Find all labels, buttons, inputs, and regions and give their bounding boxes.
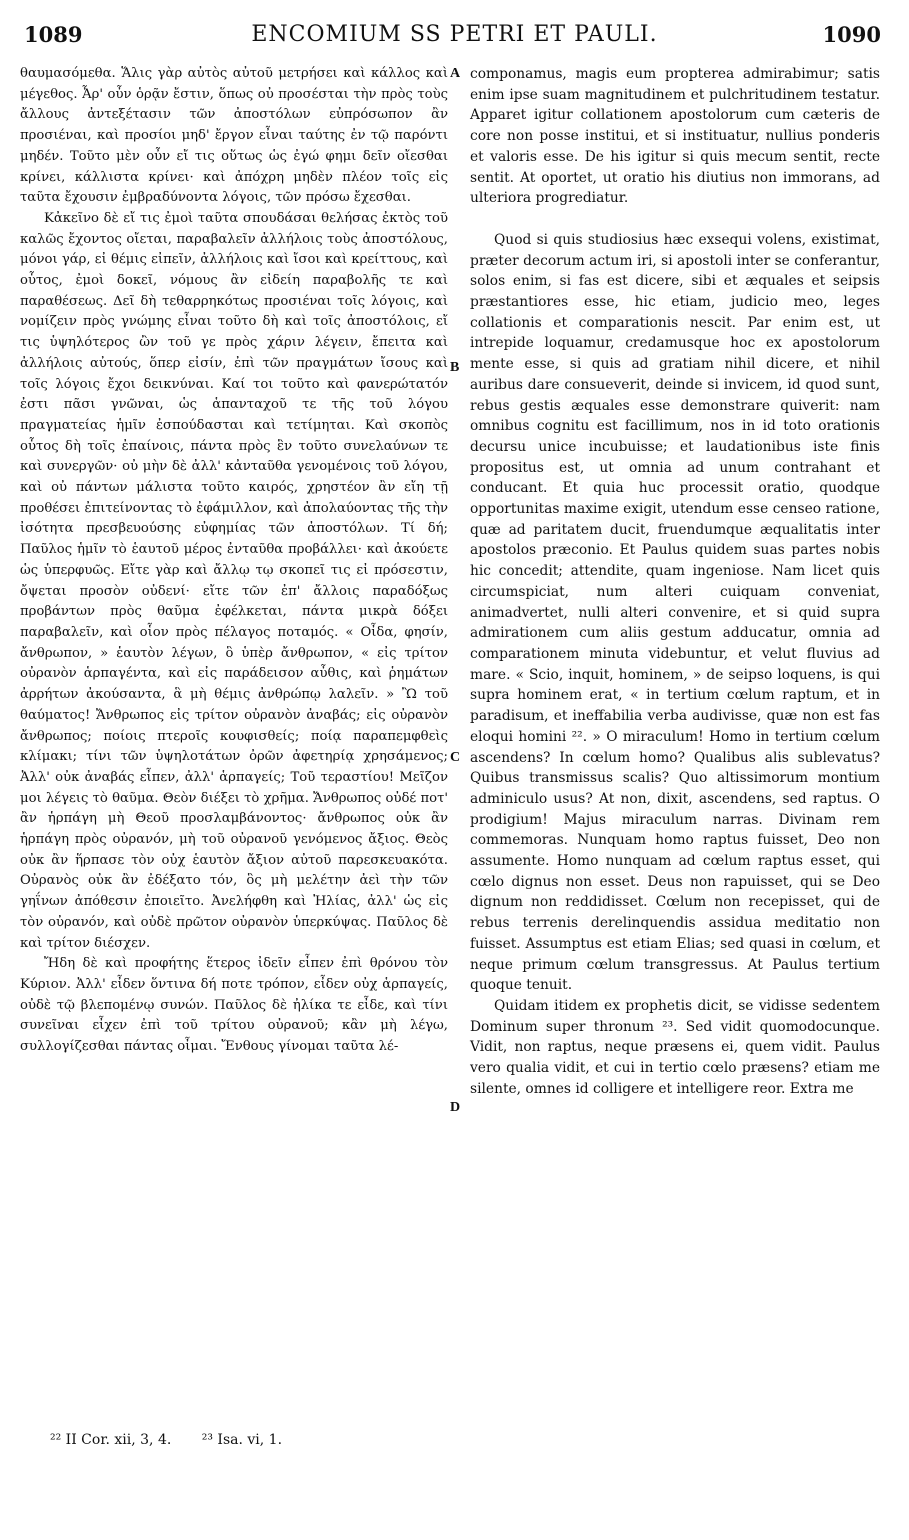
latin-paragraph: Quod si quis studiosius hæc exsequi volens, existimat, præter decorum actum iri, si apostoli inter se conferantur, solos enim, si fas est dicere, sibi et æquales et seipsis præstantiores esse, hic etiam, judicio meo, leges collationis et comparationis nescit. Par enim est, ut intrepide loquamur, credamusque hoc ex apostolorum mente esse, si quis ad gratiam nihil dicere, et nihil auribus dare consueverit, deinde si invicem, id quod sunt, rebus gestis æquales esse demonstrare quiverit: nam omnibus cognitu est facillimum, nos in id toto orationis decursu unice incubuisse; et laudationibus iste finis propositus est, ut omnia ad unum contrahant et conducant. Et quia huc processit oratio, quodque opportunitas maxime exigit, utendum esse censeo ratione, quæ ad paritatem ducit, fruendumque æqualitatis inter apostolos præconio. Et Paulus quidem suas partes nobis hic concedit; attendite, quam ingeniose. Nam licet quis circumspiciat, num alteri cuiquam conveniat, animadvertet, nulli alteri convenire, et si quid supra admirationem cum aliis gestum adducatur, omnia ad comparationem minuta videbuntur, et velut fluvius ad mare. « Scio, inquit, hominem, » de seipso loquens, is qui supra hominem erat, « in tertium cœlum raptum, et in paradisum, et ineffabilia verba audivisse, quæ non est fas eloqui homini ²². » O miraculum! Homo in tertium cœlum ascendens? In cœlum homo? Qualibus alis sublevatus? Quibus transmissus scalis? Quo altissimorum montium adminiculo usus? At non, dixit, ascendens, sed raptus. O prodigium! Majus miraculum narras. Divinam rem commemoras. Nunquam homo raptus fuisset, Deo non assumente. Homo nunquam ad cœlum raptus esset, qui cœlo dignus non esset. Deus non rapuisset, qui se Deo dignum non reddidisset. Cœlum non recepisset, qui de rebus terrenis derelinquendis assidua meditatio non fuisset. Assumptus est etiam Elias; sed quasi in cœlum, et neque primum cœlum transgressus. At Paulus tertium quoque tenuit. <box>470 231 880 994</box>
greek-paragraph: θαυμασόμεθα. Ἅλις γὰρ αὐτὸς αὐτοῦ μετρήσει καὶ κάλλος καὶ μέγεθος. Ἆρ' οὖν ὁρᾷν ἔστιν, ὅπως οὐ προσέσται τὴν πρὸς τοὺς ἄλλους ἀντεξέτασιν τῶν ἀποστόλων εὐπρόσωπον ἂν προσιέναι, καὶ προσίοι μηδ' ἔργον εἶναι ταύτης ἐν τῷ παρόντι μηδέν. Τοῦτο μὲν οὖν εἴ τις οὕτως ὡς ἐγώ φημι δεῖν οἴεσθαι κρίνει, κάλλιστα κρίνει· καὶ ἀπόχρη μηδὲν πλέον τοῖς εἰς ταῦτα ἔχουσιν ἐμβραδύνοντα λόγοις, τῶν πρόσω ἔχεσθαι. <box>20 66 448 206</box>
footnote: ²³ Isa. vi, 1. <box>201 1432 283 1448</box>
running-title: ENCOMIUM SS PETRI ET PAULI. <box>251 22 658 47</box>
section-marker-c: C <box>450 750 461 765</box>
section-marker-a: A <box>450 66 461 81</box>
page-number-left: 1089 <box>24 22 83 47</box>
latin-column <box>470 64 880 1099</box>
footnotes <box>50 1432 308 1448</box>
latin-paragraph: Quidam itidem ex prophetis dicit, se vidisse sedentem Dominum super thronum ²³. Sed vidit quomodocunque. Vidit, non raptus, neque præsens ei, quem vidit. Paulus vero qualia vidit, et cui in tertio cœlo præsens? etiam me silente, omnes id colligere et intelligere reor. Extra me <box>470 997 880 1097</box>
section-marker-d: D <box>450 1100 461 1115</box>
greek-paragraph: Ἤδη δὲ καὶ προφήτης ἕτερος ἰδεῖν εἶπεν ἐπὶ θρόνου τὸν Κύριον. Ἀλλ' εἶδεν ὅντινα δή ποτε τρόπον, εἶδεν οὐχ ἁρπαγείς, οὐδὲ τῷ βλεπομένῳ συνών. Παῦλος δὲ ἠλίκα τε εἶδε, καὶ τίνι συνεῖναι εἶχεν ἐπὶ τοῦ τρίτου οὐρανοῦ; κἂν μὴ λέγω, συλλογίζεσθαι πάντας οἶμαι. Ἔνθους γίνομαι ταῦτα λέ- <box>20 956 448 1055</box>
footnote: ²² II Cor. xii, 3, 4. <box>50 1432 172 1448</box>
section-marker-b: B <box>450 360 460 375</box>
latin-paragraph: componamus, magis eum propterea admirabimur; satis enim ipse suam magnitudinem et pulchritudinem testatur. Apparet igitur collationem apostolorum cum cæteris de core non posse institui, et si instituatur, nullius ponderis et valoris esse. De his igitur si quis mecum sentit, recte sentit. At oportet, ut oratio his diutius non immorans, ad ulteriora progrediatur. <box>470 66 880 207</box>
greek-paragraph: Κἀκεῖνο δὲ εἴ τις ἐμοὶ ταῦτα σπουδάσαι θελήσας ἐκτὸς τοῦ καλῶς ἔχοντος οἴεται, παραβαλεῖν ἀλλήλοις τοὺς ἀποστόλους, μόνοι γάρ, εἰ θέμις εἰπεῖν, ἀλλήλοις καὶ ἴσοι καὶ κρείττους, καὶ οὗτος, ἐμοὶ δοκεῖ, νόμους ἂν εἰδείη παραβολῆς τε καὶ παραθέσεως. Δεῖ δὴ τεθαρρηκότως προσιέναι τοῖς λόγοις, καὶ νομίζειν πρὸς γνώμης εἶναι τοῦτο δὴ καὶ τοῖς ἀποστόλοις, εἴ τις ὑψηλότερος ὢν τοῦ γε πρὸς χάριν λέγειν, ἔπειτα καὶ ἀλλήλοις αὐτούς, ὅπερ εἰσίν, ἐπὶ τῶν πραγμάτων ἴσους καὶ τοῖς λόγοις ἔχοι δεικνύναι. Καί τοι τοῦτο καὶ φανερώτατόν ἐστι πᾶσι γνῶναι, ὡς ἁπανταχοῦ τε τῆς τοῦ λόγου πραγματείας ἡμῖν ἐσπούδασται καὶ τετίμηται. Καὶ σκοπὸς οὗτος δὴ τοῖς ἐπαίνοις, πάντα πρὸς ἓν τοῦτο συνελαύνων τε καὶ συνεργῶν· οὐ μὴν δὲ ἀλλ' κἀνταῦθα γενομένοις τοῦ λόγου, καὶ οὐ πάντων μάλιστα τοῦτο καιρός, χρηστέον ἂν εἴη τῇ προθέσει ἐπιτείνοντας τὸ ἐφάμιλλον, καὶ ἀπολαύοντας τῆς τὴν ἰσότητα πρεσβευούσης εὐφημίας τῶν ἀποστόλων. Τί δή; Παῦλος ἡμῖν τὸ ἑαυτοῦ μέρος ἐνταῦθα προβάλλει· καὶ ἀκούετε ὡς ὑπερφυῶς. Εἴτε γὰρ καὶ ἄλλῳ τῳ σκοπεῖ τις εἰ πρόσεστιν, ὄψεται προσὸν οὐδενί· εἴτε τῶν ἐπ' ἄλλοις παραδόξως προβάντων πρὸς θαῦμα ἐφέλκεται, πάντα μικρὰ δόξει παραβαλεῖν, καὶ οἷον πρὸς πέλαγος ποταμός. « Οἶδα, φησίν, ἄνθρωπον, » ἑαυτὸν λέγων, ὃ ὑπὲρ ἄνθρωπον, « εἰς τρίτον οὐρανὸν ἁρπαγέντα, καὶ εἰς παράδεισον αὖθις, καὶ ῥημάτων ἀρρήτων ἀκούσαντα, ἃ μὴ θέμις ἀνθρώπῳ λαλεῖν. » Ὢ τοῦ θαύματος! Ἄνθρωπος εἰς τρίτον οὐρανὸν ἀναβάς; εἰς οὐρανὸν ἄνθρωπος; ποίοις πτεροῖς κουφισθείς; ποίᾳ παραπεμφθεὶς κλίμακι; τίνι τῶν ὑψηλοτάτων ὀρῶν ἀφετηρίᾳ χρησάμενος; Ἀλλ' οὐκ ἀναβάς εἶπεν, ἀλλ' ἁρπαγείς; Τοῦ τεραστίου! Μεῖζον μοι λέγεις τὸ θαῦμα. Θεὸν διέξει τὸ χρῆμα. Ἄνθρωπος οὐδέ ποτ' ἂν ἡρπάγη μὴ Θεοῦ προσλαμβάνοντος· ἄνθρωπος οὐκ ἂν ἡρπάγη πρὸς οὐρανόν, μὴ τοῦ οὐρανοῦ γενόμενος ἄξιος. Θεὸς οὐκ ἂν ἥρπασε τὸν οὐχ ἑαυτὸν ἄξιον αὐτοῦ παρεσκευακότα. Οὐρανὸς οὐκ ἂν ἐδέξατο τόν, ὃς μὴ μελέτην ἀεὶ τὴν τῶν γηΐνων ἀπόθεσιν ἐποιεῖτο. Ἀνελήφθη καὶ Ἠλίας, ἀλλ' ὡς εἰς τὸν οὐρανόν, καὶ οὐδὲ πρῶτον οὐρανὸν ὑπερκύψας. Παῦλος δὲ καὶ τρίτον διέσχεν. <box>20 210 448 951</box>
greek-column <box>20 64 448 1058</box>
page-header <box>0 10 909 46</box>
page-number-right: 1090 <box>822 22 881 47</box>
